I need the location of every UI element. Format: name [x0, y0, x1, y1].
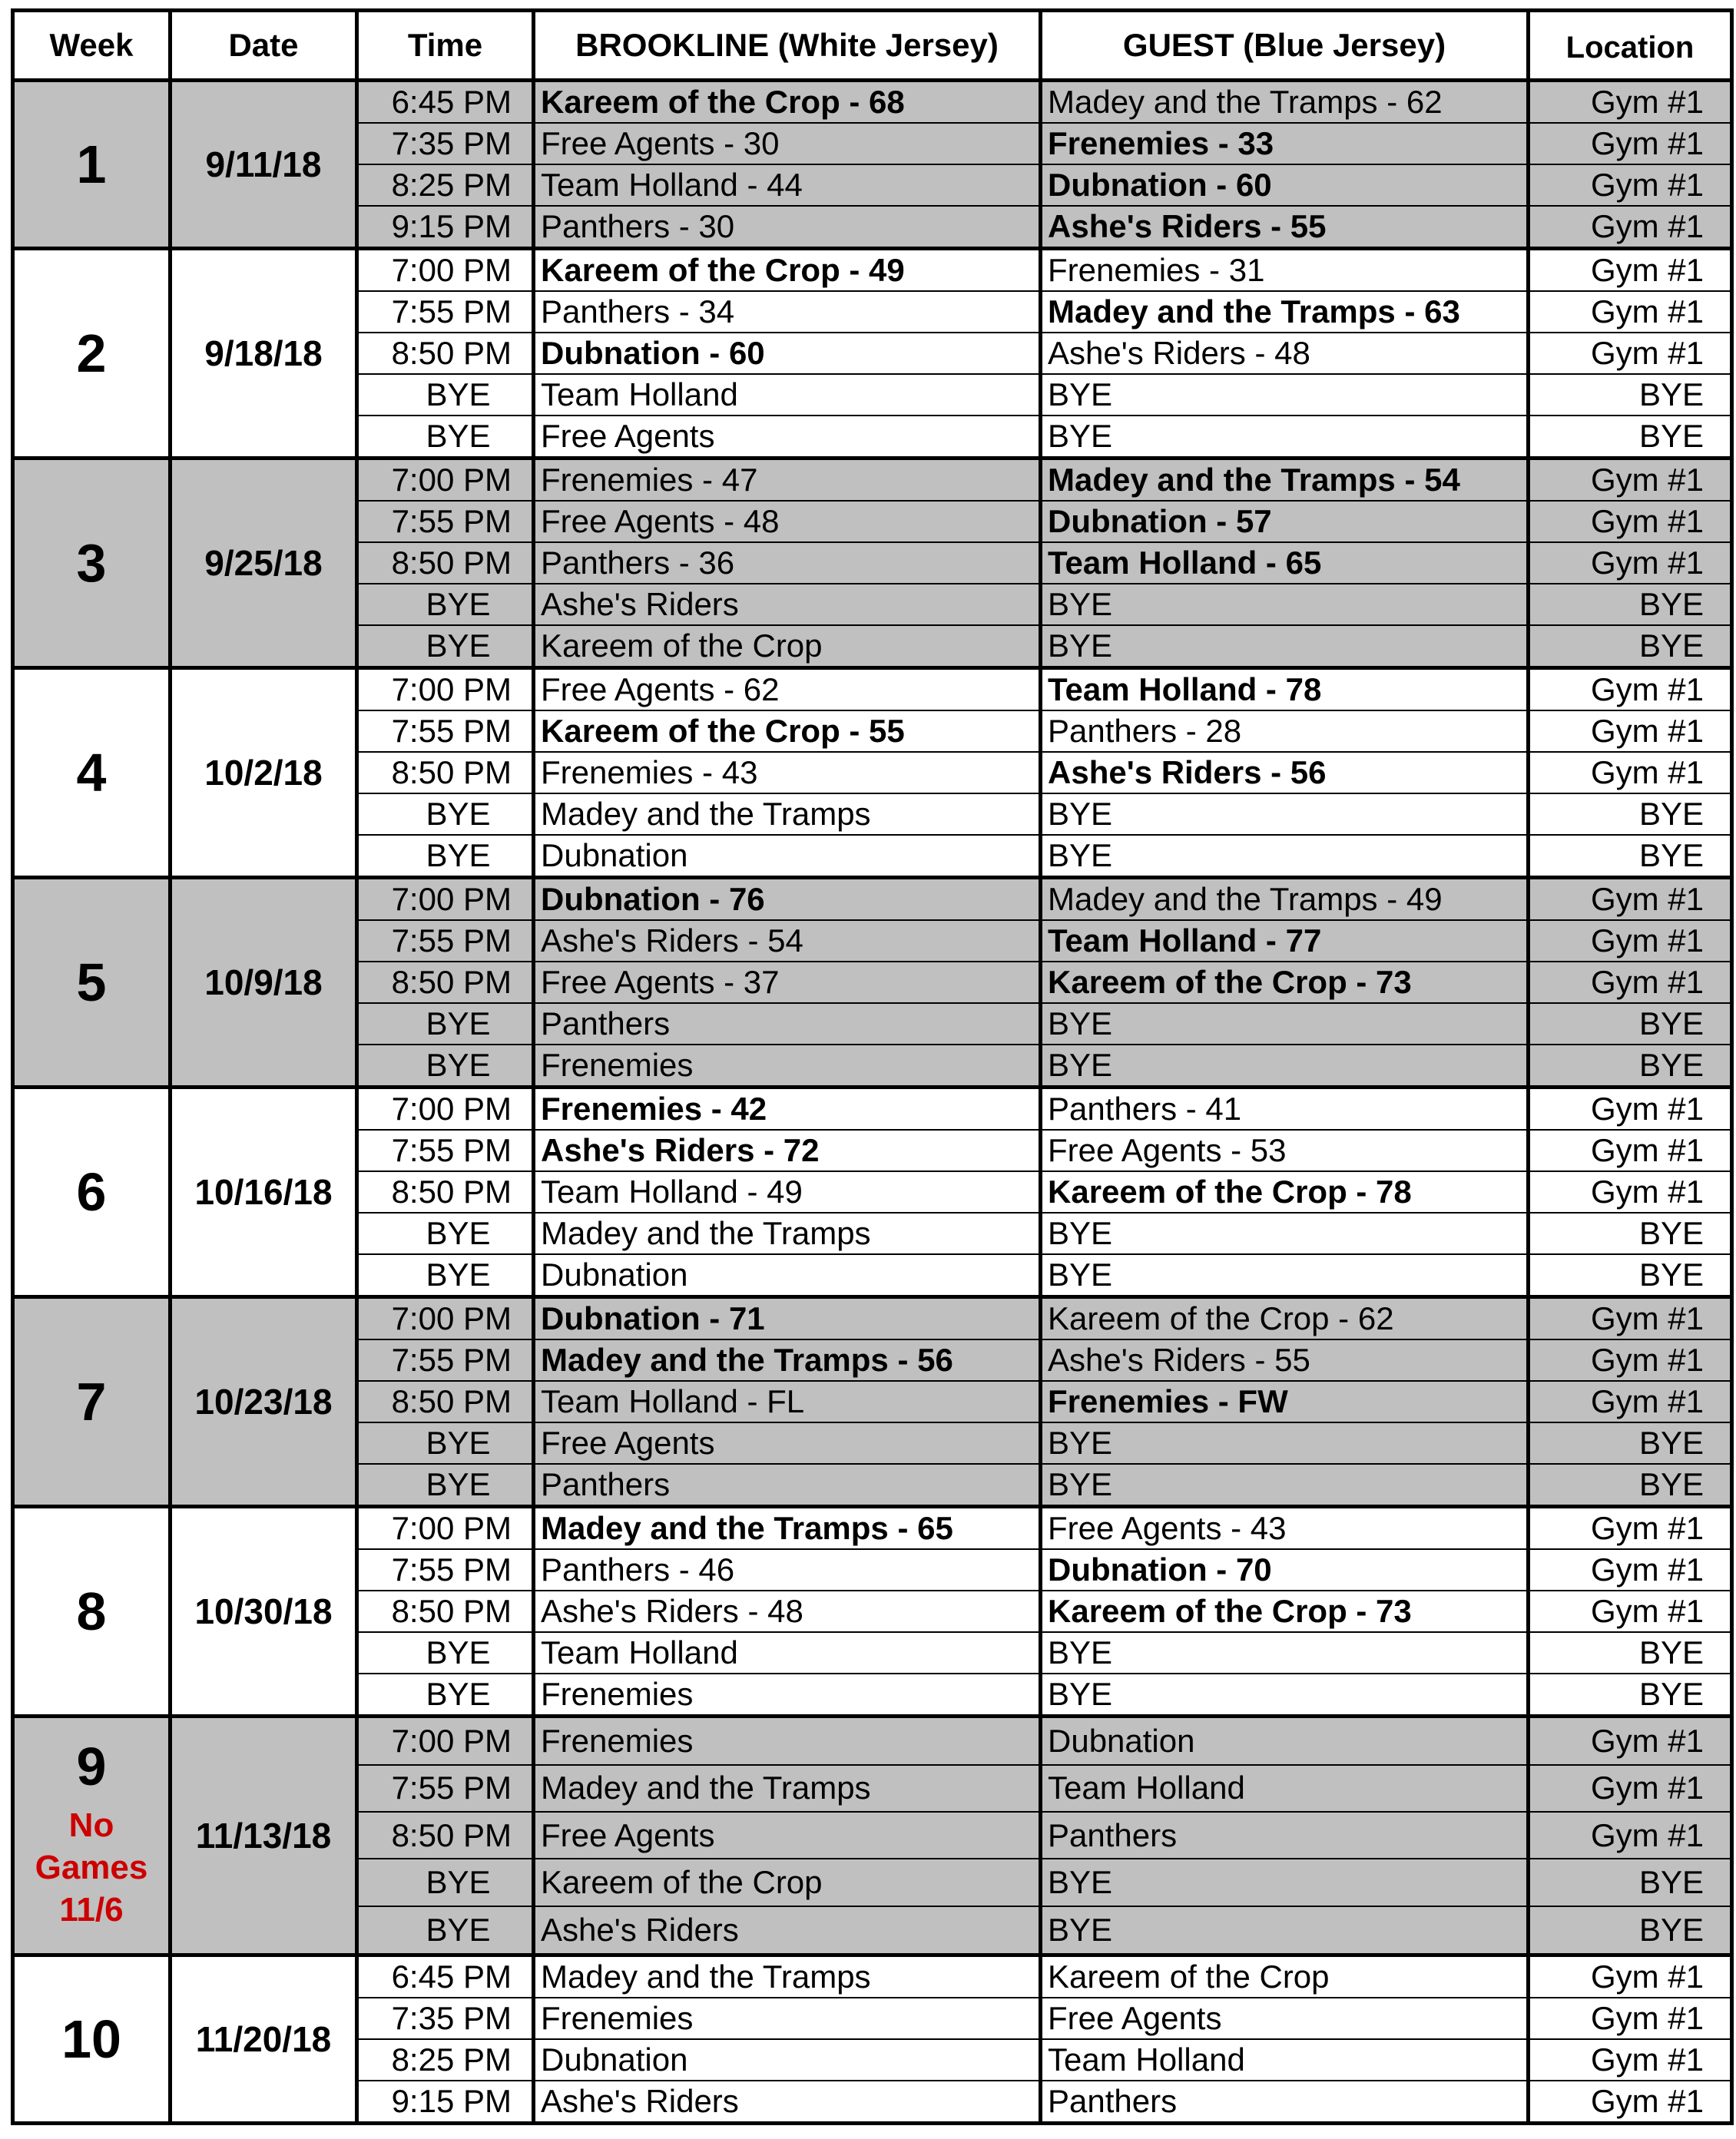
- guest-team: BYE: [1041, 625, 1529, 668]
- week-date: 10/9/18: [171, 877, 357, 1087]
- guest-team: Free Agents: [1041, 1998, 1529, 2039]
- guest-team: BYE: [1041, 1632, 1529, 1674]
- game-row: [13, 877, 1732, 920]
- game-row: [13, 249, 1732, 292]
- guest-team: Ashe's Riders - 56: [1041, 752, 1529, 793]
- guest-team: BYE: [1041, 793, 1529, 835]
- game-location: Gym #1: [1529, 1296, 1732, 1339]
- game-time: BYE: [357, 1906, 534, 1955]
- guest-team: BYE: [1041, 1003, 1529, 1045]
- game-time: BYE: [357, 1674, 534, 1717]
- header-time: Time: [357, 11, 534, 81]
- guest-team: BYE: [1041, 584, 1529, 625]
- game-location: Gym #1: [1529, 164, 1732, 206]
- week-number-cell: 6: [13, 1087, 171, 1296]
- game-time: 6:45 PM: [357, 1955, 534, 1998]
- game-time: BYE: [357, 1859, 534, 1906]
- home-team: Ashe's Riders: [534, 1906, 1041, 1955]
- week-number-cell: 8: [13, 1506, 171, 1716]
- game-time: BYE: [357, 835, 534, 878]
- week-number-cell: 3: [13, 459, 171, 668]
- game-location: BYE: [1529, 1045, 1732, 1088]
- game-time: 8:50 PM: [357, 1171, 534, 1213]
- game-time: 8:50 PM: [357, 1381, 534, 1422]
- game-location: Gym #1: [1529, 710, 1732, 752]
- guest-team: BYE: [1041, 1254, 1529, 1297]
- game-time: BYE: [357, 793, 534, 835]
- home-team: Panthers: [534, 1464, 1041, 1507]
- home-team: Madey and the Tramps: [534, 1955, 1041, 1998]
- game-time: 7:35 PM: [357, 1998, 534, 2039]
- guest-team: Panthers: [1041, 2081, 1529, 2124]
- game-time: 7:00 PM: [357, 1296, 534, 1339]
- game-location: Gym #1: [1529, 2039, 1732, 2081]
- game-time: BYE: [357, 1003, 534, 1045]
- week-date: 10/2/18: [171, 668, 357, 878]
- home-team: Dubnation - 76: [534, 877, 1041, 920]
- game-location: BYE: [1529, 835, 1732, 878]
- game-location: Gym #1: [1529, 2081, 1732, 2124]
- game-time: BYE: [357, 1632, 534, 1674]
- game-location: BYE: [1529, 1003, 1732, 1045]
- game-location: Gym #1: [1529, 1765, 1732, 1812]
- game-location: BYE: [1529, 1674, 1732, 1717]
- game-location: BYE: [1529, 625, 1732, 668]
- home-team: Free Agents - 62: [534, 668, 1041, 711]
- guest-team: Ashe's Riders - 48: [1041, 333, 1529, 374]
- game-location: Gym #1: [1529, 1549, 1732, 1591]
- home-team: Frenemies: [534, 1045, 1041, 1088]
- game-time: 6:45 PM: [357, 81, 534, 124]
- home-team: Team Holland - FL: [534, 1381, 1041, 1422]
- game-time: 8:50 PM: [357, 1591, 534, 1632]
- home-team: Team Holland: [534, 374, 1041, 416]
- week-note: [15, 1804, 168, 1931]
- guest-team: Ashe's Riders - 55: [1041, 206, 1529, 249]
- game-location: Gym #1: [1529, 1171, 1732, 1213]
- guest-team: Kareem of the Crop - 62: [1041, 1296, 1529, 1339]
- game-time: BYE: [357, 1213, 534, 1254]
- schedule-table: [11, 8, 1734, 2125]
- guest-team: Kareem of the Crop - 73: [1041, 962, 1529, 1003]
- week-date: 9/18/18: [171, 249, 357, 459]
- game-time: 7:00 PM: [357, 877, 534, 920]
- home-team: Free Agents: [534, 1812, 1041, 1859]
- game-time: 7:55 PM: [357, 1339, 534, 1381]
- game-location: Gym #1: [1529, 1716, 1732, 1764]
- week-number-cell: 7: [13, 1296, 171, 1506]
- week-number-cell: 1: [13, 81, 171, 249]
- game-time: 7:00 PM: [357, 1716, 534, 1764]
- game-time: BYE: [357, 374, 534, 416]
- home-team: Frenemies: [534, 1674, 1041, 1717]
- week-note-line: 11/6: [59, 1891, 124, 1929]
- home-team: Frenemies - 43: [534, 752, 1041, 793]
- home-team: Dubnation - 71: [534, 1296, 1041, 1339]
- game-location: Gym #1: [1529, 333, 1732, 374]
- guest-team: BYE: [1041, 1674, 1529, 1717]
- game-time: 7:00 PM: [357, 1087, 534, 1130]
- week-date: 9/11/18: [171, 81, 357, 249]
- game-location: BYE: [1529, 1422, 1732, 1464]
- game-location: BYE: [1529, 1632, 1732, 1674]
- week-number-cell: [13, 1716, 171, 1955]
- home-team: Dubnation: [534, 835, 1041, 878]
- home-team: Free Agents: [534, 416, 1041, 459]
- guest-team: Dubnation - 60: [1041, 164, 1529, 206]
- game-location: BYE: [1529, 1859, 1732, 1906]
- home-team: Team Holland: [534, 1632, 1041, 1674]
- guest-team: Frenemies - 33: [1041, 123, 1529, 164]
- header-location: Location: [1529, 11, 1732, 81]
- game-time: 7:55 PM: [357, 501, 534, 542]
- week-number: 9: [76, 1737, 107, 1797]
- week-date: 10/23/18: [171, 1296, 357, 1506]
- home-team: Ashe's Riders - 54: [534, 920, 1041, 962]
- week-date: 10/16/18: [171, 1087, 357, 1296]
- game-time: 9:15 PM: [357, 206, 534, 249]
- game-location: BYE: [1529, 416, 1732, 459]
- home-team: Panthers: [534, 1003, 1041, 1045]
- game-location: Gym #1: [1529, 123, 1732, 164]
- guest-team: Kareem of the Crop: [1041, 1955, 1529, 1998]
- guest-team: Team Holland: [1041, 1765, 1529, 1812]
- game-time: 7:00 PM: [357, 459, 534, 502]
- game-location: BYE: [1529, 1254, 1732, 1297]
- home-team: Ashe's Riders: [534, 584, 1041, 625]
- game-row: [13, 459, 1732, 502]
- home-team: Free Agents - 37: [534, 962, 1041, 1003]
- week-note-line: No: [68, 1806, 114, 1845]
- week-number-cell: 5: [13, 877, 171, 1087]
- game-row: [13, 1087, 1732, 1130]
- week-number-cell: 4: [13, 668, 171, 878]
- week-date: 9/25/18: [171, 459, 357, 668]
- game-location: Gym #1: [1529, 249, 1732, 292]
- guest-team: Panthers: [1041, 1812, 1529, 1859]
- game-time: BYE: [357, 1422, 534, 1464]
- guest-team: Team Holland - 65: [1041, 542, 1529, 584]
- home-team: Free Agents: [534, 1422, 1041, 1464]
- game-time: 7:55 PM: [357, 1130, 534, 1171]
- guest-team: Madey and the Tramps - 62: [1041, 81, 1529, 124]
- guest-team: Kareem of the Crop - 73: [1041, 1591, 1529, 1632]
- game-time: 7:55 PM: [357, 710, 534, 752]
- game-time: 7:00 PM: [357, 249, 534, 292]
- week-number-cell: 2: [13, 249, 171, 459]
- guest-team: Kareem of the Crop - 78: [1041, 1171, 1529, 1213]
- game-location: BYE: [1529, 1906, 1732, 1955]
- game-time: 9:15 PM: [357, 2081, 534, 2124]
- game-location: Gym #1: [1529, 877, 1732, 920]
- game-location: Gym #1: [1529, 1339, 1732, 1381]
- home-team: Kareem of the Crop: [534, 625, 1041, 668]
- home-team: Frenemies: [534, 1716, 1041, 1764]
- game-location: Gym #1: [1529, 1998, 1732, 2039]
- guest-team: Dubnation - 70: [1041, 1549, 1529, 1591]
- home-team: Ashe's Riders - 72: [534, 1130, 1041, 1171]
- home-team: Frenemies: [534, 1998, 1041, 2039]
- header-row: [13, 11, 1732, 81]
- week-number-cell: 10: [13, 1955, 171, 2123]
- game-row: [13, 1716, 1732, 1764]
- game-location: Gym #1: [1529, 1130, 1732, 1171]
- guest-team: BYE: [1041, 1422, 1529, 1464]
- game-time: BYE: [357, 1464, 534, 1507]
- home-team: Team Holland - 49: [534, 1171, 1041, 1213]
- game-location: Gym #1: [1529, 1591, 1732, 1632]
- game-time: 7:55 PM: [357, 1549, 534, 1591]
- game-time: BYE: [357, 584, 534, 625]
- game-time: 7:55 PM: [357, 291, 534, 333]
- guest-team: BYE: [1041, 1906, 1529, 1955]
- guest-team: Madey and the Tramps - 49: [1041, 877, 1529, 920]
- game-time: 8:50 PM: [357, 1812, 534, 1859]
- game-row: [13, 81, 1732, 124]
- week-note-line: Games: [35, 1849, 148, 1887]
- guest-team: BYE: [1041, 1464, 1529, 1507]
- guest-team: Madey and the Tramps - 54: [1041, 459, 1529, 502]
- guest-team: Free Agents - 53: [1041, 1130, 1529, 1171]
- home-team: Free Agents - 30: [534, 123, 1041, 164]
- header-guest-team: GUEST (Blue Jersey): [1041, 11, 1529, 81]
- guest-team: Frenemies - 31: [1041, 249, 1529, 292]
- game-row: [13, 1506, 1732, 1549]
- guest-team: BYE: [1041, 1045, 1529, 1088]
- home-team: Madey and the Tramps - 65: [534, 1506, 1041, 1549]
- guest-team: Team Holland - 78: [1041, 668, 1529, 711]
- game-time: 8:25 PM: [357, 164, 534, 206]
- home-team: Dubnation: [534, 1254, 1041, 1297]
- game-location: BYE: [1529, 1213, 1732, 1254]
- game-location: Gym #1: [1529, 1506, 1732, 1549]
- game-row: [13, 1296, 1732, 1339]
- game-location: BYE: [1529, 374, 1732, 416]
- home-team: Panthers - 46: [534, 1549, 1041, 1591]
- header-week: Week: [13, 11, 171, 81]
- guest-team: Dubnation - 57: [1041, 501, 1529, 542]
- game-location: Gym #1: [1529, 962, 1732, 1003]
- game-location: Gym #1: [1529, 291, 1732, 333]
- game-location: Gym #1: [1529, 920, 1732, 962]
- guest-team: Dubnation: [1041, 1716, 1529, 1764]
- home-team: Frenemies - 42: [534, 1087, 1041, 1130]
- game-location: Gym #1: [1529, 542, 1732, 584]
- guest-team: BYE: [1041, 1859, 1529, 1906]
- game-location: BYE: [1529, 584, 1732, 625]
- home-team: Kareem of the Crop - 55: [534, 710, 1041, 752]
- game-location: Gym #1: [1529, 501, 1732, 542]
- home-team: Kareem of the Crop - 49: [534, 249, 1041, 292]
- guest-team: BYE: [1041, 374, 1529, 416]
- guest-team: Team Holland: [1041, 2039, 1529, 2081]
- guest-team: Frenemies - FW: [1041, 1381, 1529, 1422]
- home-team: Ashe's Riders - 48: [534, 1591, 1041, 1632]
- guest-team: Free Agents - 43: [1041, 1506, 1529, 1549]
- guest-team: Team Holland - 77: [1041, 920, 1529, 962]
- game-time: BYE: [357, 1045, 534, 1088]
- week-date: 10/30/18: [171, 1506, 357, 1716]
- home-team: Kareem of the Crop - 68: [534, 81, 1041, 124]
- week-date: 11/20/18: [171, 1955, 357, 2123]
- game-time: 7:35 PM: [357, 123, 534, 164]
- game-location: Gym #1: [1529, 206, 1732, 249]
- game-location: Gym #1: [1529, 1955, 1732, 1998]
- game-time: 7:00 PM: [357, 668, 534, 711]
- guest-team: Madey and the Tramps - 63: [1041, 291, 1529, 333]
- game-time: 8:25 PM: [357, 2039, 534, 2081]
- guest-team: BYE: [1041, 1213, 1529, 1254]
- home-team: Madey and the Tramps - 56: [534, 1339, 1041, 1381]
- game-location: BYE: [1529, 1464, 1732, 1507]
- home-team: Madey and the Tramps: [534, 1213, 1041, 1254]
- home-team: Panthers - 30: [534, 206, 1041, 249]
- game-location: BYE: [1529, 793, 1732, 835]
- home-team: Panthers - 34: [534, 291, 1041, 333]
- guest-team: Panthers - 41: [1041, 1087, 1529, 1130]
- game-location: Gym #1: [1529, 1381, 1732, 1422]
- game-time: 7:00 PM: [357, 1506, 534, 1549]
- game-location: Gym #1: [1529, 1812, 1732, 1859]
- schedule-body: [13, 81, 1732, 2124]
- home-team: Ashe's Riders: [534, 2081, 1041, 2124]
- home-team: Panthers - 36: [534, 542, 1041, 584]
- home-team: Free Agents - 48: [534, 501, 1041, 542]
- guest-team: Panthers - 28: [1041, 710, 1529, 752]
- home-team: Team Holland - 44: [534, 164, 1041, 206]
- week-date: 11/13/18: [171, 1716, 357, 1955]
- game-time: 8:50 PM: [357, 962, 534, 1003]
- home-team: Dubnation: [534, 2039, 1041, 2081]
- home-team: Frenemies - 47: [534, 459, 1041, 502]
- game-time: BYE: [357, 1254, 534, 1297]
- game-time: 8:50 PM: [357, 542, 534, 584]
- game-time: 8:50 PM: [357, 752, 534, 793]
- game-time: 8:50 PM: [357, 333, 534, 374]
- home-team: Madey and the Tramps: [534, 1765, 1041, 1812]
- header-date: Date: [171, 11, 357, 81]
- home-team: Kareem of the Crop: [534, 1859, 1041, 1906]
- game-time: 7:55 PM: [357, 920, 534, 962]
- game-location: Gym #1: [1529, 752, 1732, 793]
- game-location: Gym #1: [1529, 81, 1732, 124]
- game-row: [13, 1955, 1732, 1998]
- home-team: Madey and the Tramps: [534, 793, 1041, 835]
- header-home-team: BROOKLINE (White Jersey): [534, 11, 1041, 81]
- guest-team: BYE: [1041, 416, 1529, 459]
- game-location: Gym #1: [1529, 459, 1732, 502]
- game-location: Gym #1: [1529, 668, 1732, 711]
- guest-team: BYE: [1041, 835, 1529, 878]
- game-time: BYE: [357, 625, 534, 668]
- game-row: [13, 668, 1732, 711]
- game-time: BYE: [357, 416, 534, 459]
- game-time: 7:55 PM: [357, 1765, 534, 1812]
- guest-team: Ashe's Riders - 55: [1041, 1339, 1529, 1381]
- game-location: Gym #1: [1529, 1087, 1732, 1130]
- home-team: Dubnation - 60: [534, 333, 1041, 374]
